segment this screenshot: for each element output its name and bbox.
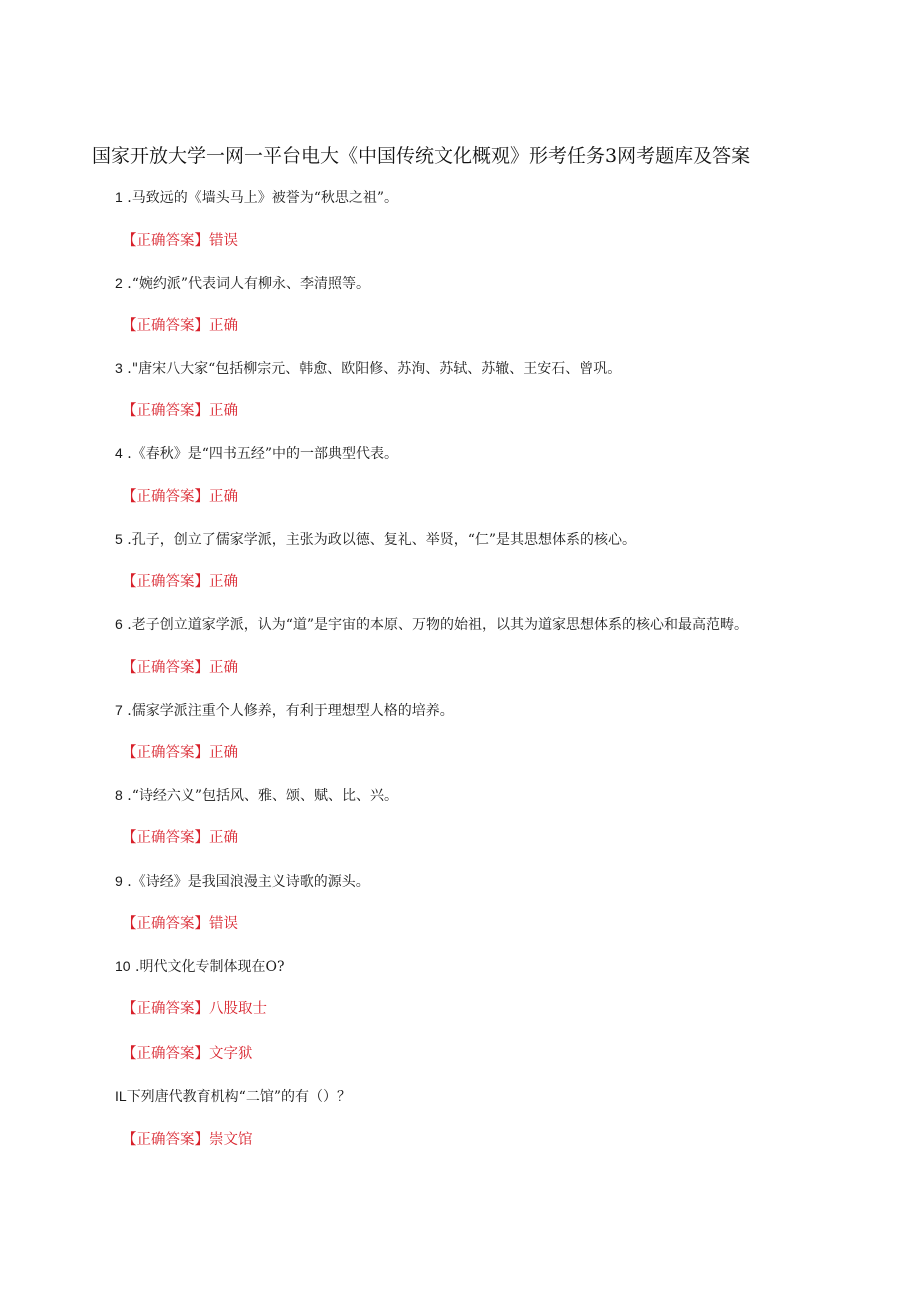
answer-text: 文字狱: [209, 1046, 253, 1062]
question-7: [115, 700, 454, 721]
answer-prefix: 【正确答案】: [122, 1046, 209, 1062]
question-text: .孔子，创立了儒家学派，主张为政以德、复礼、举贤，“仁”是其思想体系的核心。: [122, 532, 637, 548]
answer-text: 正确: [209, 489, 238, 505]
question-11: [115, 1086, 351, 1107]
answer-text: 正确: [209, 403, 238, 419]
question-text: .明代文化专制体现在O?: [130, 959, 285, 975]
question-number: 3: [115, 360, 123, 376]
answer-prefix: 【正确答案】: [122, 660, 209, 676]
question-1: [115, 187, 398, 208]
answer-10a: [122, 999, 267, 1019]
answer-prefix: 【正确答案】: [122, 830, 209, 846]
question-10: [115, 956, 284, 977]
question-number: 2: [115, 275, 123, 291]
answer-text: 崇文馆: [209, 1132, 253, 1148]
answer-prefix: 【正确答案】: [122, 574, 209, 590]
answer-11: [122, 1130, 253, 1150]
question-number: IL: [115, 1088, 127, 1104]
question-text: 下列唐代教育机构“二馆”的有（）？: [126, 1089, 352, 1105]
question-6: [115, 614, 748, 635]
answer-1: [122, 231, 238, 251]
answer-prefix: 【正确答案】: [122, 916, 209, 932]
question-3: [115, 358, 621, 379]
question-text: .儒家学派注重个人修养，有利于理想型人格的培养。: [122, 703, 454, 719]
answer-text: 错误: [209, 233, 238, 249]
answer-7: [122, 743, 238, 763]
question-text: .《诗经》是我国浪漫主义诗歌的源头。: [122, 874, 370, 890]
question-number: 7: [115, 702, 123, 718]
question-text: .“婉约派”代表词人有柳永、李清照等。: [122, 276, 371, 292]
question-number: 6: [115, 616, 123, 632]
question-text: .《春秋》是“四书五经”中的一部典型代表。: [122, 446, 399, 462]
question-number: 9: [115, 873, 123, 889]
answer-prefix: 【正确答案】: [122, 233, 209, 249]
answer-text: 正确: [209, 745, 238, 761]
question-text: .“诗经六义”包括风、雅、颂、赋、比、兴。: [122, 788, 399, 804]
question-number: 8: [115, 787, 123, 803]
answer-2: [122, 316, 238, 336]
answer-text: 正确: [209, 660, 238, 676]
answer-prefix: 【正确答案】: [122, 403, 209, 419]
question-number: 4: [115, 445, 123, 461]
answer-prefix: 【正确答案】: [122, 1001, 209, 1017]
question-8: [115, 785, 398, 806]
question-2: [115, 273, 370, 294]
question-text: ."唐宋八大家“包括柳宗元、韩愈、欧阳修、苏洵、苏轼、苏辙、王安石、曾巩。: [122, 361, 622, 377]
answer-10b: [122, 1044, 253, 1064]
answer-4: [122, 487, 238, 507]
answer-text: 八股取士: [209, 1001, 267, 1017]
question-number: 5: [115, 531, 123, 547]
question-5: [115, 529, 636, 550]
question-text: .马致远的《墙头马上》被誉为“秋思之祖”。: [122, 190, 399, 206]
question-4: [115, 443, 398, 464]
answer-prefix: 【正确答案】: [122, 318, 209, 334]
answer-8: [122, 828, 238, 848]
question-text: .老子创立道家学派，认为“道”是宇宙的本原、万物的始祖，以其为道家思想体系的核心和最高范畴。: [122, 617, 749, 633]
question-9: [115, 871, 370, 892]
answer-6: [122, 658, 238, 678]
answer-prefix: 【正确答案】: [122, 489, 209, 505]
answer-text: 错误: [209, 916, 238, 932]
answer-prefix: 【正确答案】: [122, 745, 209, 761]
answer-text: 正确: [209, 574, 238, 590]
answer-text: 正确: [209, 318, 238, 334]
answer-9: [122, 914, 238, 934]
answer-prefix: 【正确答案】: [122, 1132, 209, 1148]
answer-text: 正确: [209, 830, 238, 846]
question-number: 10: [115, 958, 131, 974]
document-title: 国家开放大学一网一平台电大《中国传统文化概观》形考任务3网考题库及答案: [92, 145, 751, 167]
answer-3: [122, 401, 238, 421]
answer-5: [122, 572, 238, 592]
question-number: 1: [115, 189, 123, 205]
